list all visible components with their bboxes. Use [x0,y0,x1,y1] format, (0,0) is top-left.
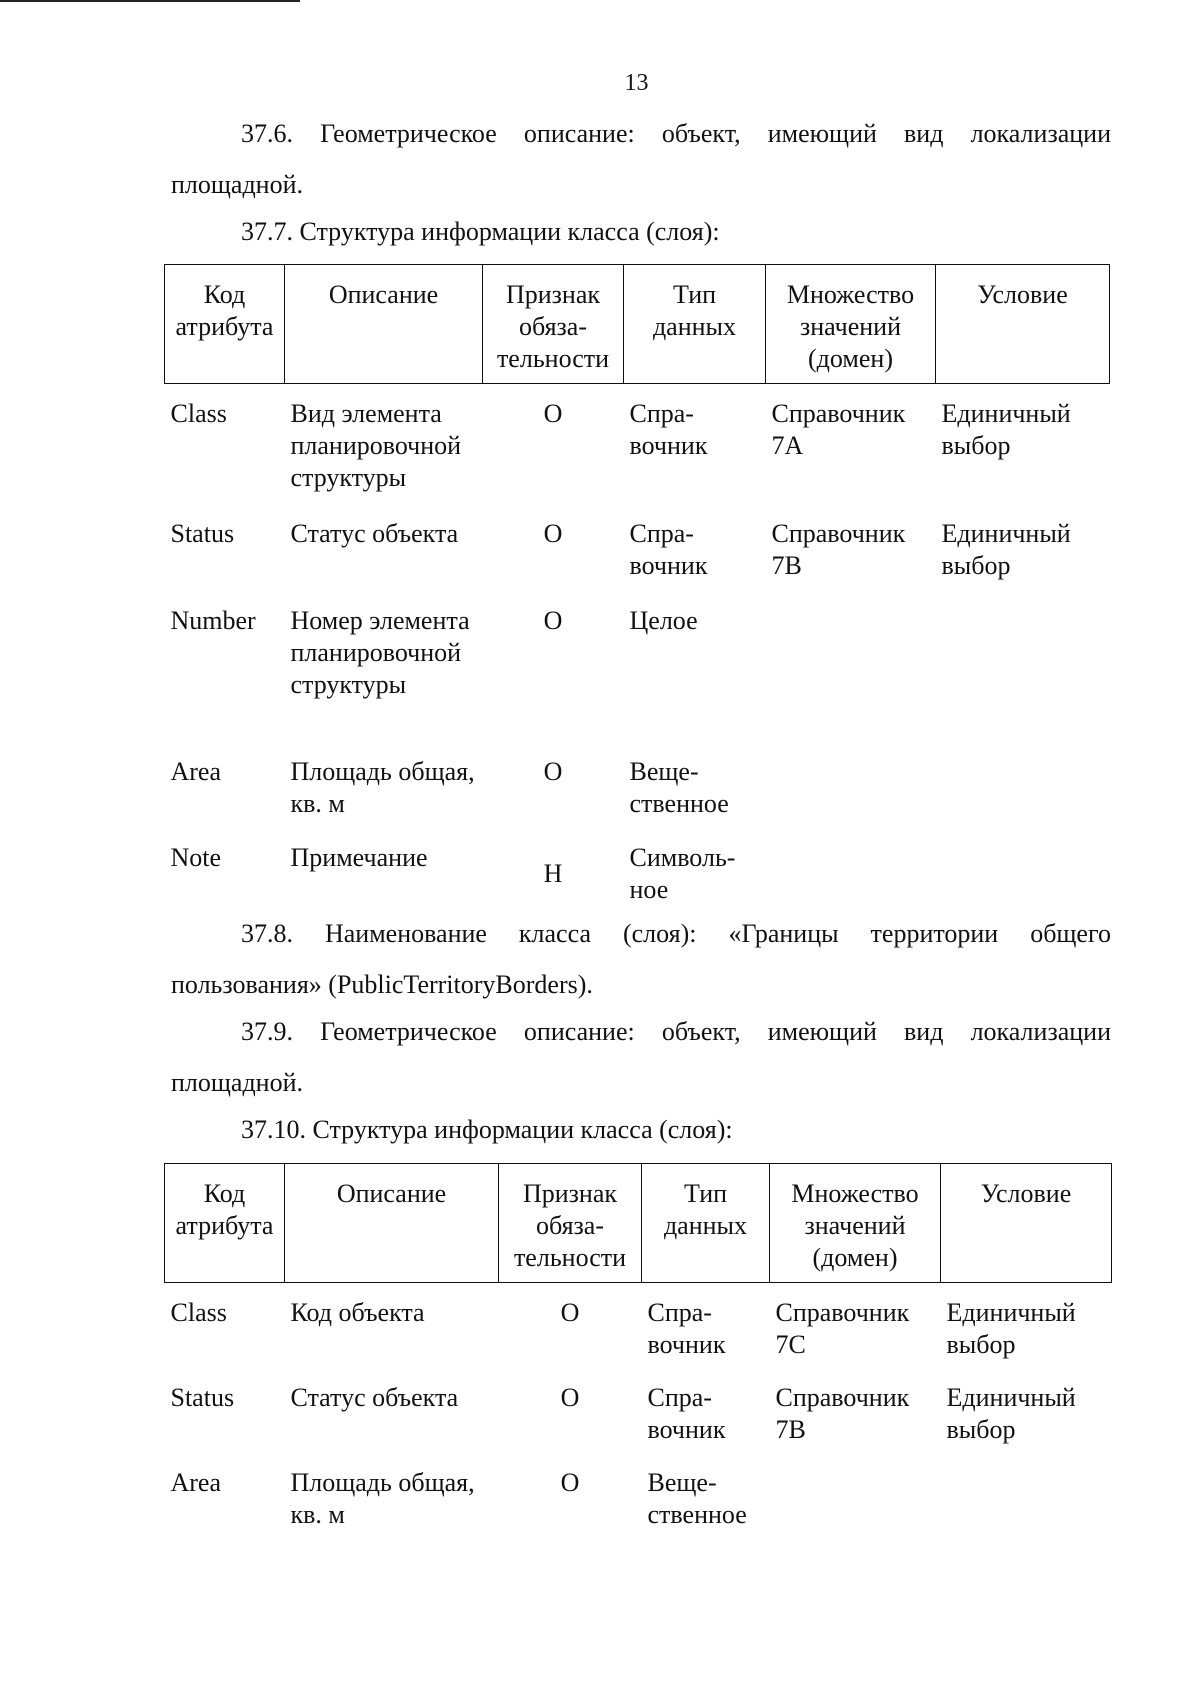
cell-domain [766,756,936,842]
cell-required: О [560,1468,580,1497]
cell-description: Примечание [290,843,428,872]
table-row [165,518,1110,605]
cell-code: Status [170,1383,235,1412]
cell-condition [936,605,1110,756]
paragraph-37-6 [171,108,1111,210]
table-row [165,1382,1112,1467]
table-row [165,1467,1112,1537]
header-required: Признак обязательности [499,1164,642,1283]
cell-condition: Единичный выбор [941,519,1071,580]
cell-description: Номер элемента планировочной структуры [290,606,470,699]
cell-description: Площадь общая, кв. м [290,1468,475,1529]
cell-description: Код объекта [290,1298,425,1327]
cell-description: Вид элемента планировочной структуры [290,399,462,492]
cell-type: Справочник [647,1298,726,1359]
table-header-row [165,265,1110,384]
table-row [165,756,1110,842]
paragraph-37-8-text: 37.8. Наименование класса (слоя): «Границы территории общего пользования» (PublicTerritoryBorders). [171,919,1111,999]
cell-domain [770,1467,941,1537]
table-row [165,605,1110,756]
cell-required: О [543,399,563,428]
cell-type: Вещественное [629,757,729,818]
header-code: Код атрибута [165,265,285,384]
cell-condition [941,1467,1112,1537]
header-description: Описание [285,265,483,384]
page-number: 13 [624,70,649,96]
cell-description: Статус объекта [290,519,459,548]
cell-domain [766,605,936,756]
cell-type: Вещественное [647,1468,747,1529]
cell-required: О [543,757,563,786]
header-domain: Множество значений (домен) [770,1164,941,1283]
cell-required: О [543,519,563,548]
table-row [165,398,1110,518]
cell-domain: Справочник 7В [775,1383,910,1444]
paragraph-37-9-text: 37.9. Геометрическое описание: объект, имеющий вид локализации площадной. [171,1017,1111,1097]
cell-condition: Единичный выбор [941,399,1071,460]
cell-required: Н [543,859,563,888]
header-code: Код атрибута [165,1164,285,1283]
header-condition: Условие [936,265,1110,384]
cell-code: Class [170,1298,227,1327]
paragraph-37-9 [171,1006,1111,1108]
cell-required: О [543,606,563,635]
cell-code: Area [170,1468,222,1497]
cell-code: Number [170,606,256,635]
cell-code: Status [170,519,235,548]
cell-type: Целое [629,606,698,635]
cell-type: Справочник [629,399,708,460]
cell-description: Статус объекта [290,1383,459,1412]
header-condition: Условие [941,1164,1112,1283]
scan-edge-line [0,0,300,2]
cell-domain: Справочник 7С [775,1298,910,1359]
cell-domain: Справочник 7В [771,519,906,580]
cell-condition: Единичный выбор [946,1298,1076,1359]
header-type: Тип данных [642,1164,770,1283]
header-required: Признак обязательности [483,265,624,384]
attribute-table-1 [164,264,1110,906]
cell-type: Справочник [647,1383,726,1444]
cell-domain [766,842,936,906]
cell-condition: Единичный выбор [946,1383,1076,1444]
attribute-table-2 [164,1163,1112,1537]
cell-required: О [560,1383,580,1412]
header-domain: Множество значений (домен) [766,265,936,384]
cell-description: Площадь общая, кв. м [290,757,475,818]
paragraph-37-6-text: 37.6. Геометрическое описание: объект, имеющий вид локализации площадной. [171,119,1111,199]
table-header-row [165,1164,1112,1283]
caption-37-7: 37.7. Структура информации класса (слоя): [241,217,720,246]
header-description: Описание [285,1164,499,1283]
header-type: Тип данных [624,265,766,384]
cell-condition [936,842,1110,906]
table-row [165,842,1110,906]
cell-type: Символьное [629,843,736,904]
cell-type: Справочник [629,519,708,580]
table-row [165,1297,1112,1382]
cell-code: Class [170,399,227,428]
cell-code: Area [170,757,222,786]
cell-domain: Справочник 7А [771,399,906,460]
cell-required: О [560,1298,580,1327]
caption-37-10: 37.10. Структура информации класса (слоя): [241,1115,733,1144]
cell-code: Note [170,843,222,872]
cell-condition [936,756,1110,842]
paragraph-37-8 [171,908,1111,1010]
